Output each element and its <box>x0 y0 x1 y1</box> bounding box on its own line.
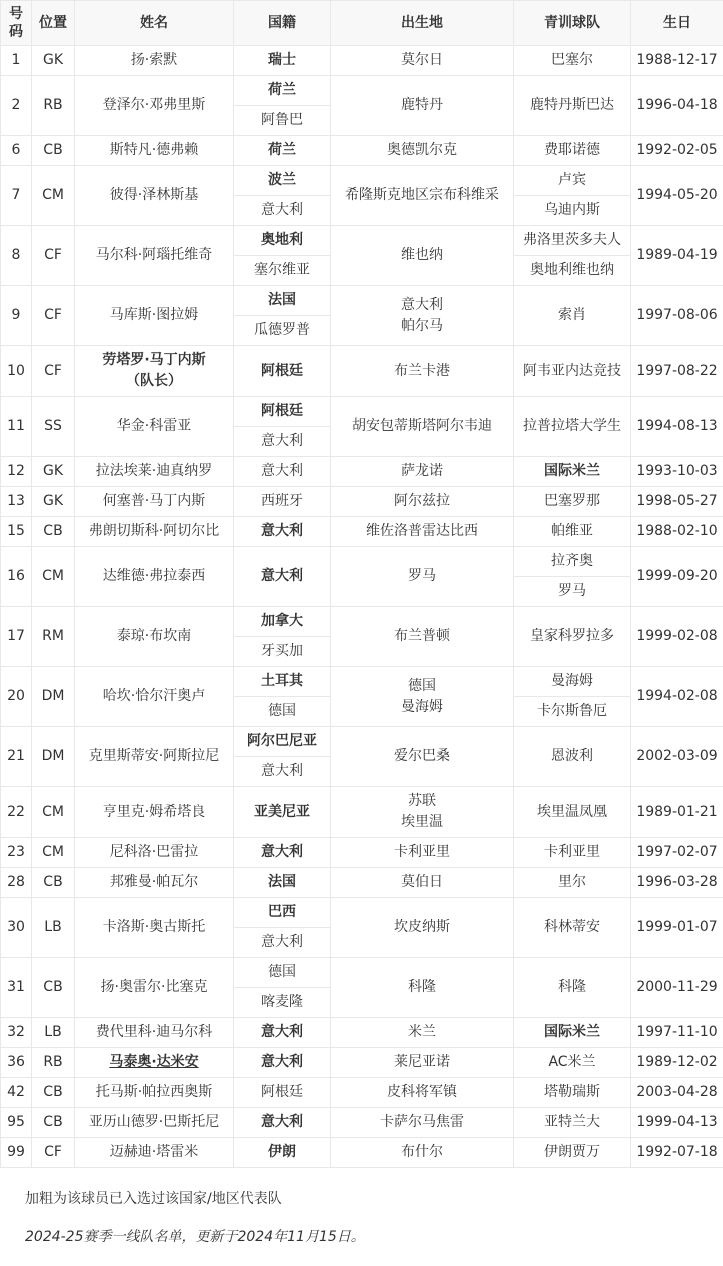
player-youth-club: 曼海姆 <box>514 667 631 697</box>
player-birthday: 1994-05-20 <box>631 166 723 226</box>
player-birthplace: 莫伯日 <box>331 868 514 898</box>
squad-table-header <box>1 1 723 46</box>
player-nationality: 伊朗 <box>234 1138 331 1168</box>
column-header-nationality: 国籍 <box>234 1 331 46</box>
player-nationality: 德国 <box>234 958 331 988</box>
player-youth-club: 索肖 <box>514 286 631 346</box>
player-row-15 <box>1 517 723 547</box>
player-name: 斯特凡·德弗赖 <box>75 136 234 166</box>
player-position: GK <box>32 46 75 76</box>
player-youth-club: 拉普拉塔大学生 <box>514 397 631 457</box>
player-row-12 <box>1 457 723 487</box>
player-row-95 <box>1 1108 723 1138</box>
player-nationality-secondary: 喀麦隆 <box>234 988 331 1018</box>
player-number: 7 <box>1 166 32 226</box>
player-birthday: 1997-08-22 <box>631 346 723 397</box>
player-name: 马库斯·图拉姆 <box>75 286 234 346</box>
player-birthplace: 德国 曼海姆 <box>331 667 514 727</box>
player-position: CB <box>32 136 75 166</box>
player-number: 11 <box>1 397 32 457</box>
player-nationality: 法国 <box>234 286 331 316</box>
player-nationality: 阿根廷 <box>234 397 331 427</box>
player-birthplace: 坎皮纳斯 <box>331 898 514 958</box>
player-row-23 <box>1 838 723 868</box>
player-youth-club: 拉齐奥 <box>514 547 631 577</box>
player-row-30 <box>1 898 723 928</box>
player-youth-club: 国际米兰 <box>514 1018 631 1048</box>
player-number: 9 <box>1 286 32 346</box>
player-position: CB <box>32 517 75 547</box>
player-youth-club: 鹿特丹斯巴达 <box>514 76 631 136</box>
player-birthplace: 卡利亚里 <box>331 838 514 868</box>
player-birthday: 1988-02-10 <box>631 517 723 547</box>
player-position: SS <box>32 397 75 457</box>
player-birthplace: 萨龙诺 <box>331 457 514 487</box>
player-number: 30 <box>1 898 32 958</box>
player-number: 36 <box>1 1048 32 1078</box>
player-nationality: 加拿大 <box>234 607 331 637</box>
player-nationality: 波兰 <box>234 166 331 196</box>
player-position: RM <box>32 607 75 667</box>
player-birthplace: 鹿特丹 <box>331 76 514 136</box>
player-birthday: 2000-11-29 <box>631 958 723 1018</box>
column-header-birthday: 生日 <box>631 1 723 46</box>
player-number: 16 <box>1 547 32 607</box>
player-birthplace: 苏联 埃里温 <box>331 787 514 838</box>
player-birthday: 1996-03-28 <box>631 868 723 898</box>
player-birthplace: 奥德凯尔克 <box>331 136 514 166</box>
player-position: LB <box>32 1018 75 1048</box>
player-youth-club: 帕维亚 <box>514 517 631 547</box>
player-birthplace: 希隆斯克地区宗布科维采 <box>331 166 514 226</box>
player-row-8 <box>1 226 723 256</box>
player-nationality-secondary: 意大利 <box>234 427 331 457</box>
player-row-17 <box>1 607 723 637</box>
player-youth-club: 科隆 <box>514 958 631 1018</box>
player-youth-club: 国际米兰 <box>514 457 631 487</box>
player-youth-club-secondary: 卡尔斯鲁厄 <box>514 697 631 727</box>
player-row-11 <box>1 397 723 427</box>
player-number: 1 <box>1 46 32 76</box>
player-row-20 <box>1 667 723 697</box>
player-position: CB <box>32 1078 75 1108</box>
player-birthplace: 莱尼亚诺 <box>331 1048 514 1078</box>
player-birthplace: 卡萨尔马焦雷 <box>331 1108 514 1138</box>
player-number: 17 <box>1 607 32 667</box>
player-birthplace: 布什尔 <box>331 1138 514 1168</box>
player-youth-club: AC米兰 <box>514 1048 631 1078</box>
player-name: 扬·奥雷尔·比塞克 <box>75 958 234 1018</box>
player-birthday: 1996-04-18 <box>631 76 723 136</box>
player-nationality-secondary: 塞尔维亚 <box>234 256 331 286</box>
player-youth-club: 塔勒瑞斯 <box>514 1078 631 1108</box>
player-nationality: 意大利 <box>234 1018 331 1048</box>
player-row-9 <box>1 286 723 316</box>
player-youth-club: 亚特兰大 <box>514 1108 631 1138</box>
player-nationality-secondary: 意大利 <box>234 196 331 226</box>
player-nationality: 意大利 <box>234 517 331 547</box>
player-birthday: 1998-05-27 <box>631 487 723 517</box>
player-youth-club: 弗洛里茨多夫人 <box>514 226 631 256</box>
player-name: 华金·科雷亚 <box>75 397 234 457</box>
player-birthday: 1997-02-07 <box>631 838 723 868</box>
player-row-2 <box>1 76 723 106</box>
player-position: CF <box>32 346 75 397</box>
player-youth-club: 恩波利 <box>514 727 631 787</box>
player-number: 28 <box>1 868 32 898</box>
player-row-99 <box>1 1138 723 1168</box>
player-birthplace: 意大利 帕尔马 <box>331 286 514 346</box>
player-row-6 <box>1 136 723 166</box>
player-nationality: 法国 <box>234 868 331 898</box>
player-name: 扬·索默 <box>75 46 234 76</box>
player-nationality-secondary: 意大利 <box>234 928 331 958</box>
player-row-7 <box>1 166 723 196</box>
player-position: GK <box>32 457 75 487</box>
player-number: 15 <box>1 517 32 547</box>
player-youth-club-secondary: 罗马 <box>514 577 631 607</box>
column-header-position: 位置 <box>32 1 75 46</box>
player-youth-club: 卡利亚里 <box>514 838 631 868</box>
player-position: LB <box>32 898 75 958</box>
player-nationality: 亚美尼亚 <box>234 787 331 838</box>
player-name: 哈坎·恰尔汗奥卢 <box>75 667 234 727</box>
player-nationality-secondary: 阿鲁巴 <box>234 106 331 136</box>
player-name: 费代里科·迪马尔科 <box>75 1018 234 1048</box>
player-birthday: 1989-01-21 <box>631 787 723 838</box>
player-name: 马尔科·阿瑙托维奇 <box>75 226 234 286</box>
player-nationality: 意大利 <box>234 1108 331 1138</box>
player-name: 亨里克·姆希塔良 <box>75 787 234 838</box>
player-nationality: 巴西 <box>234 898 331 928</box>
player-position: GK <box>32 487 75 517</box>
player-birthday: 1992-02-05 <box>631 136 723 166</box>
player-name: 达维德·弗拉泰西 <box>75 547 234 607</box>
player-birthday: 1989-04-19 <box>631 226 723 286</box>
player-position: DM <box>32 727 75 787</box>
player-nationality: 奥地利 <box>234 226 331 256</box>
player-number: 13 <box>1 487 32 517</box>
update-note: 2024-25赛季一线队名单，更新于2024年11月15日。 <box>25 1229 365 1245</box>
player-number: 12 <box>1 457 32 487</box>
player-number: 23 <box>1 838 32 868</box>
player-position: CF <box>32 1138 75 1168</box>
player-name: 托马斯·帕拉西奥斯 <box>75 1078 234 1108</box>
player-nationality: 荷兰 <box>234 136 331 166</box>
player-number: 31 <box>1 958 32 1018</box>
player-position: RB <box>32 1048 75 1078</box>
player-nationality: 意大利 <box>234 838 331 868</box>
player-birthday: 1994-02-08 <box>631 667 723 727</box>
player-birthplace: 阿尔兹拉 <box>331 487 514 517</box>
player-number: 2 <box>1 76 32 136</box>
player-position: CF <box>32 286 75 346</box>
player-youth-club: 伊朗贾万 <box>514 1138 631 1168</box>
player-row-36 <box>1 1048 723 1078</box>
player-nationality-secondary: 德国 <box>234 697 331 727</box>
player-position: CB <box>32 958 75 1018</box>
player-youth-club: 卢宾 <box>514 166 631 196</box>
player-nationality: 阿根廷 <box>234 1078 331 1108</box>
player-name: 弗朗切斯科·阿切尔比 <box>75 517 234 547</box>
player-name: 卡洛斯·奥古斯托 <box>75 898 234 958</box>
player-birthplace: 科隆 <box>331 958 514 1018</box>
player-name: 邦雅曼·帕瓦尔 <box>75 868 234 898</box>
player-row-28 <box>1 868 723 898</box>
player-nationality: 意大利 <box>234 457 331 487</box>
player-row-22 <box>1 787 723 838</box>
player-position: DM <box>32 667 75 727</box>
player-youth-club: 巴塞尔 <box>514 46 631 76</box>
header-row <box>1 1 723 46</box>
player-number: 22 <box>1 787 32 838</box>
player-birthday: 1999-09-20 <box>631 547 723 607</box>
player-nationality: 土耳其 <box>234 667 331 697</box>
player-name: 劳塔罗·马丁内斯 （队长） <box>75 346 234 397</box>
player-birthplace: 米兰 <box>331 1018 514 1048</box>
player-name: 泰琼·布坎南 <box>75 607 234 667</box>
player-nationality-secondary: 牙买加 <box>234 637 331 667</box>
player-birthday: 1999-01-07 <box>631 898 723 958</box>
player-nationality-secondary: 意大利 <box>234 757 331 787</box>
player-birthday: 1999-02-08 <box>631 607 723 667</box>
player-name: 拉法埃莱·迪真纳罗 <box>75 457 234 487</box>
player-number: 21 <box>1 727 32 787</box>
player-number: 20 <box>1 667 32 727</box>
player-nationality: 阿尔巴尼亚 <box>234 727 331 757</box>
player-birthday: 1997-11-10 <box>631 1018 723 1048</box>
player-youth-club-secondary: 奥地利维也纳 <box>514 256 631 286</box>
player-nationality: 意大利 <box>234 547 331 607</box>
player-name: 克里斯蒂安·阿斯拉尼 <box>75 727 234 787</box>
player-nationality: 西班牙 <box>234 487 331 517</box>
player-position: CM <box>32 547 75 607</box>
player-birthday: 1989-12-02 <box>631 1048 723 1078</box>
player-position: CM <box>32 787 75 838</box>
player-youth-club: 埃里温凤凰 <box>514 787 631 838</box>
player-row-21 <box>1 727 723 757</box>
player-name: 彼得·泽林斯基 <box>75 166 234 226</box>
player-row-32 <box>1 1018 723 1048</box>
column-header-number: 号码 <box>1 1 32 46</box>
player-youth-club: 科林蒂安 <box>514 898 631 958</box>
player-birthplace: 布兰普顿 <box>331 607 514 667</box>
player-number: 95 <box>1 1108 32 1138</box>
player-row-13 <box>1 487 723 517</box>
player-row-42 <box>1 1078 723 1108</box>
player-birthday: 1997-08-06 <box>631 286 723 346</box>
player-birthplace: 皮科将军镇 <box>331 1078 514 1108</box>
player-position: RB <box>32 76 75 136</box>
player-nationality: 荷兰 <box>234 76 331 106</box>
player-birthday: 1993-10-03 <box>631 457 723 487</box>
player-number: 6 <box>1 136 32 166</box>
player-birthday: 2003-04-28 <box>631 1078 723 1108</box>
player-birthday: 2002-03-09 <box>631 727 723 787</box>
player-birthplace: 莫尔日 <box>331 46 514 76</box>
player-birthplace: 胡安包蒂斯塔阿尔韦迪 <box>331 397 514 457</box>
player-row-31 <box>1 958 723 988</box>
player-birthplace: 布兰卡港 <box>331 346 514 397</box>
column-header-birthplace: 出生地 <box>331 1 514 46</box>
player-birthplace: 罗马 <box>331 547 514 607</box>
player-row-1 <box>1 46 723 76</box>
column-header-youth-club: 青训球队 <box>514 1 631 46</box>
player-nationality-secondary: 瓜德罗普 <box>234 316 331 346</box>
player-number: 32 <box>1 1018 32 1048</box>
player-name: 尼科洛·巴雷拉 <box>75 838 234 868</box>
player-number: 42 <box>1 1078 32 1108</box>
player-birthday: 1999-04-13 <box>631 1108 723 1138</box>
player-name: 何塞普·马丁内斯 <box>75 487 234 517</box>
player-name: 马泰奥·达米安 <box>75 1048 234 1078</box>
player-row-10 <box>1 346 723 397</box>
player-position: CB <box>32 1108 75 1138</box>
player-nationality: 瑞士 <box>234 46 331 76</box>
player-number: 10 <box>1 346 32 397</box>
player-youth-club: 巴塞罗那 <box>514 487 631 517</box>
bold-legend-note: 加粗为该球员已入选过该国家/地区代表队 <box>25 1191 282 1207</box>
player-position: CM <box>32 166 75 226</box>
player-nationality: 阿根廷 <box>234 346 331 397</box>
player-number: 8 <box>1 226 32 286</box>
player-birthplace: 维佐洛普雷达比西 <box>331 517 514 547</box>
player-number: 99 <box>1 1138 32 1168</box>
player-youth-club-secondary: 乌迪内斯 <box>514 196 631 226</box>
player-position: CB <box>32 868 75 898</box>
player-birthday: 1992-07-18 <box>631 1138 723 1168</box>
player-birthplace: 爱尔巴桑 <box>331 727 514 787</box>
player-position: CF <box>32 226 75 286</box>
player-youth-club: 费耶诺德 <box>514 136 631 166</box>
player-youth-club: 阿韦亚内达竞技 <box>514 346 631 397</box>
player-birthday: 1994-08-13 <box>631 397 723 457</box>
player-name: 登泽尔·邓弗里斯 <box>75 76 234 136</box>
player-birthday: 1988-12-17 <box>631 46 723 76</box>
player-youth-club: 皇家科罗拉多 <box>514 607 631 667</box>
player-name: 迈赫迪·塔雷米 <box>75 1138 234 1168</box>
column-header-name: 姓名 <box>75 1 234 46</box>
player-position: CM <box>32 838 75 868</box>
player-youth-club: 里尔 <box>514 868 631 898</box>
player-birthplace: 维也纳 <box>331 226 514 286</box>
player-row-16 <box>1 547 723 577</box>
player-name: 亚历山德罗·巴斯托尼 <box>75 1108 234 1138</box>
player-nationality: 意大利 <box>234 1048 331 1078</box>
